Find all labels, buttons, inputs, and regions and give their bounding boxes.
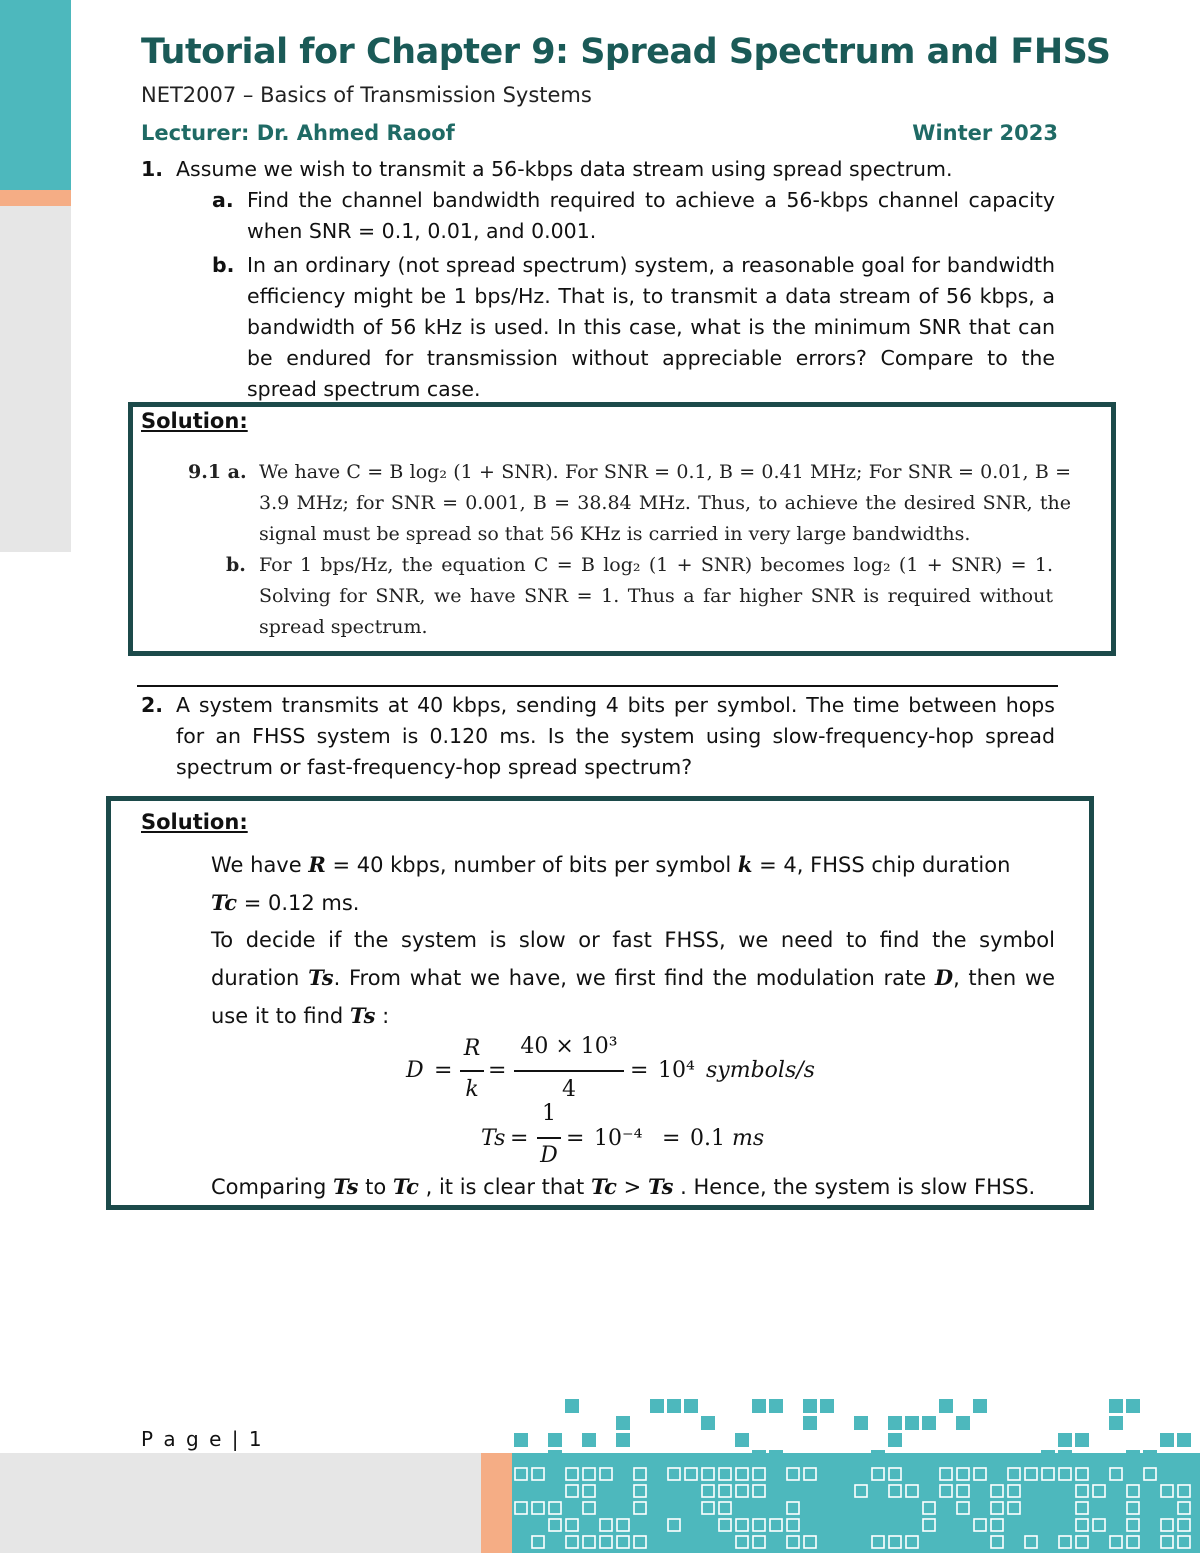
solution-1b-label: b. xyxy=(226,554,246,576)
eq1-numerator-1: R xyxy=(463,1036,481,1061)
eq2-power: 10⁻⁴ xyxy=(594,1126,643,1151)
text-fragment: We have xyxy=(211,853,309,877)
var-Ts: Ts xyxy=(332,1174,359,1199)
solution-2-paragraph-2 xyxy=(211,922,1055,1035)
var-k: k xyxy=(737,852,753,877)
question-1-number: 1. xyxy=(141,157,164,181)
eq1-equals-3: = xyxy=(630,1058,649,1083)
eq2-result: 0.1 xyxy=(690,1126,725,1151)
eq2-denominator: D xyxy=(540,1143,558,1168)
text-fragment: : xyxy=(375,1004,390,1028)
text-fragment: > xyxy=(616,1175,648,1199)
eq2-numerator: 1 xyxy=(542,1101,556,1126)
eq1-lhs: D xyxy=(406,1058,424,1083)
question-1a-label: a. xyxy=(212,188,234,212)
solution-2-label: Solution: xyxy=(141,810,248,834)
text-fragment: To decide if the system is slow or fast FHSS, we need to find the symbol duration xyxy=(211,928,1055,990)
eq1-unit: symbols/s xyxy=(706,1058,815,1083)
var-Ts: Ts xyxy=(349,1003,376,1028)
text-fragment: = 0.12 ms. xyxy=(237,891,360,915)
question-2-number: 2. xyxy=(141,693,164,717)
page-title: Tutorial for Chapter 9: Spread Spectrum and FHSS xyxy=(141,32,1111,72)
eq1-result: 10⁴ xyxy=(658,1058,695,1083)
text-fragment: . From what we have, we first find the modulation rate xyxy=(333,966,935,990)
question-1a-text: Find the channel bandwidth required to achieve a 56-kbps channel capacity when SNR = 0.1, 0.01, and 0.001. xyxy=(247,188,1055,243)
var-Tc: Tc xyxy=(392,1174,419,1199)
eq2-lhs: Ts xyxy=(481,1126,506,1151)
course-name: NET2007 – Basics of Transmission Systems xyxy=(141,83,592,107)
var-Tc: Tc xyxy=(590,1174,617,1199)
var-Ts: Ts xyxy=(308,965,334,990)
side-grey-bar xyxy=(0,206,71,552)
solution-2-paragraph-1 xyxy=(211,846,1061,922)
eq1-equals: = xyxy=(434,1058,453,1083)
eq2-equals: = xyxy=(510,1126,529,1151)
eq1-denominator-1: k xyxy=(465,1077,479,1102)
lecturer-name: Lecturer: Dr. Ahmed Raoof xyxy=(141,121,455,145)
text-fragment: , it is clear that xyxy=(418,1175,591,1199)
term-label: Winter 2023 xyxy=(912,121,1058,145)
eq1-fraction-bar-2 xyxy=(514,1070,624,1072)
eq2-unit: ms xyxy=(732,1126,765,1151)
text-fragment: = 4, FHSS chip duration xyxy=(752,853,1011,877)
eq1-numerator-2: 40 × 10³ xyxy=(520,1034,618,1059)
eq1-equals-2: = xyxy=(488,1058,507,1083)
text-fragment: . Hence, the system is slow FHSS. xyxy=(673,1175,1036,1199)
var-Tc: Tc xyxy=(211,890,238,915)
question-1b-label: b. xyxy=(212,253,235,277)
page-number: P a g e | 1 xyxy=(141,1427,264,1451)
side-teal-bar xyxy=(0,0,71,190)
eq2-equals-2: = xyxy=(566,1126,585,1151)
eq2-equals-3: = xyxy=(662,1126,681,1151)
solution-1-label: Solution: xyxy=(141,409,248,433)
text-fragment: to xyxy=(358,1175,393,1199)
question-2-text: A system transmits at 40 kbps, sending 4 bits per symbol. The time between hops for an FHSS system is 0.120 ms. Is the system using slow-frequency-hop spread spectrum or fast-frequency-hop spread spectrum? xyxy=(176,693,1055,779)
question-1b-text: In an ordinary (not spread spectrum) system, a reasonable goal for bandwidth efficiency might be 1 bps/Hz. That is, to transmit a data stream of 56 kbps, a bandwidth of 56 kHz is used. In this case, what is the minimum SNR that can be endured for transmission without appreciable errors? Compare to the spread spectrum case. xyxy=(247,253,1055,401)
text-fragment: , then we use it to find xyxy=(211,966,1055,1028)
var-D: D xyxy=(934,965,954,990)
text-fragment: = 40 kbps, number of bits per symbol xyxy=(325,853,738,877)
eq1-fraction-bar-1 xyxy=(460,1070,484,1072)
solution-1a-label: 9.1 a. xyxy=(188,461,247,483)
pixel-mosaic-decoration xyxy=(512,1395,1200,1553)
question-1-text: Assume we wish to transmit a 56-kbps data stream using spread spectrum. xyxy=(176,157,953,181)
footer-orange-bar xyxy=(481,1453,512,1553)
solution-1b-text: For 1 bps/Hz, the equation C = B log₂ (1 + SNR) becomes log₂ (1 + SNR) = 1. Solving for SNR, we have SNR = 1. Thus a far higher SNR is required without spread spectrum. xyxy=(259,554,1053,638)
eq2-fraction-bar xyxy=(537,1137,561,1139)
var-Ts: Ts xyxy=(647,1174,674,1199)
solution-2-conclusion xyxy=(211,1171,1071,1203)
eq1-denominator-2: 4 xyxy=(562,1077,576,1102)
side-orange-bar xyxy=(0,190,71,206)
text-fragment: Comparing xyxy=(211,1175,333,1199)
solution-1a-text: We have C = B log₂ (1 + SNR). For SNR = 0.1, B = 0.41 MHz; For SNR = 0.01, B = 3.9 MHz; for SNR = 0.001, B = 38.84 MHz. Thus, to achieve the desired SNR, the signal must be spread so that 56 KHz is carried in very large bandwidths. xyxy=(259,461,1071,545)
section-separator xyxy=(137,685,1058,687)
var-R: R xyxy=(308,852,326,877)
